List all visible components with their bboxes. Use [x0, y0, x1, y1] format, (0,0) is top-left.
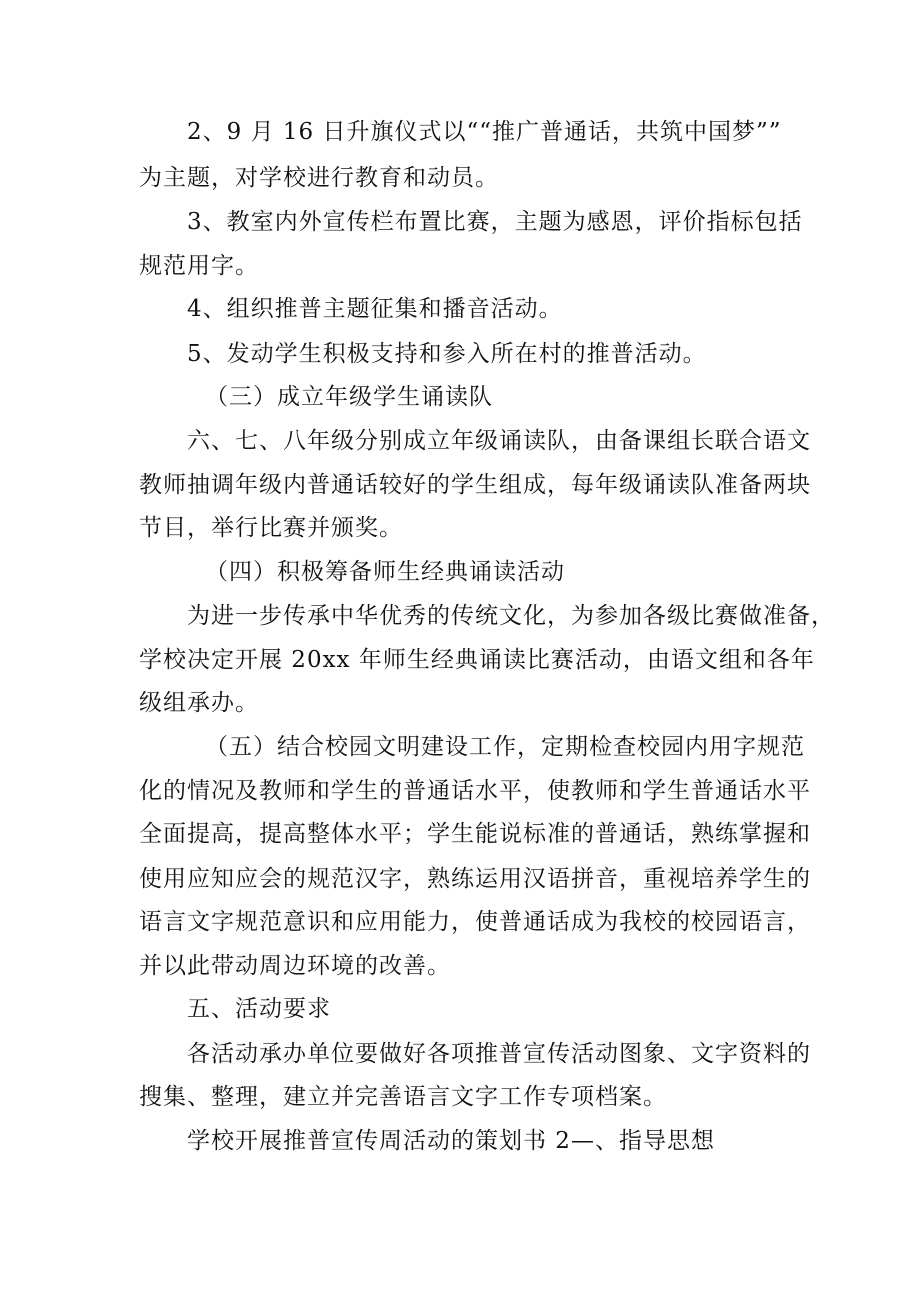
text-line: 语言文字规范意识和应用能力，使普通话成为我校的校园语言， — [139, 909, 811, 935]
text-line: 为主题，对学校进行教育和动员。 — [139, 165, 499, 191]
text-line: 全面提高，提高整体水平；学生能说标准的普通话，熟练掌握和 — [139, 821, 811, 847]
text-line: 六、七、八年级分别成立年级诵读队，由备课组长联合语文 — [187, 428, 811, 454]
section-heading: 五、活动要求 — [187, 996, 331, 1022]
text-line: 使用应知应会的规范汉字，熟练运用汉语拼音，重视培养学生的 — [139, 866, 811, 892]
text-line: 3、教室内外宣传栏布置比赛，主题为感恩，评价指标包括 — [187, 209, 803, 235]
text-line: 5、发动学生积极支持和参入所在村的推普活动。 — [187, 341, 707, 367]
text-line: 并以此带动周边环境的改善。 — [139, 953, 451, 979]
text-line: 2、9 月 16 日升旗仪式以““推广普通话，共筑中国梦”” — [187, 119, 782, 145]
text-line: 化的情况及教师和学生的普通话水平，使教师和学生普通话水平 — [139, 778, 811, 804]
text-line: 节目，举行比赛并颁奖。 — [139, 515, 403, 541]
text-line: 教师抽调年级内普通话较好的学生组成，每年级诵读队准备两块 — [139, 472, 811, 498]
section-heading: （五）结合校园文明建设工作，定期检查校园内用字规范 — [205, 734, 805, 760]
text-line: 规范用字。 — [139, 253, 259, 279]
text-line: 级组承办。 — [139, 690, 259, 716]
section-heading: （四）积极筹备师生经典诵读活动 — [205, 559, 565, 585]
text-line: 各活动承办单位要做好各项推普宣传活动图象、文字资料的 — [187, 1041, 811, 1067]
text-line: 为进一步传承中华优秀的传统文化，为参加各级比赛做准备， — [187, 603, 835, 629]
text-line: 学校决定开展 20xx 年师生经典诵读比赛活动，由语文组和各年 — [139, 647, 815, 673]
section-heading: （三）成立年级学生诵读队 — [205, 384, 493, 410]
text-line: 4、组织推普主题征集和播音活动。 — [187, 296, 563, 322]
text-line: 学校开展推普宣传周活动的策划书 2—、指导思想 — [187, 1128, 715, 1154]
text-line: 搜集、整理，建立并完善语言文字工作专项档案。 — [139, 1084, 667, 1110]
